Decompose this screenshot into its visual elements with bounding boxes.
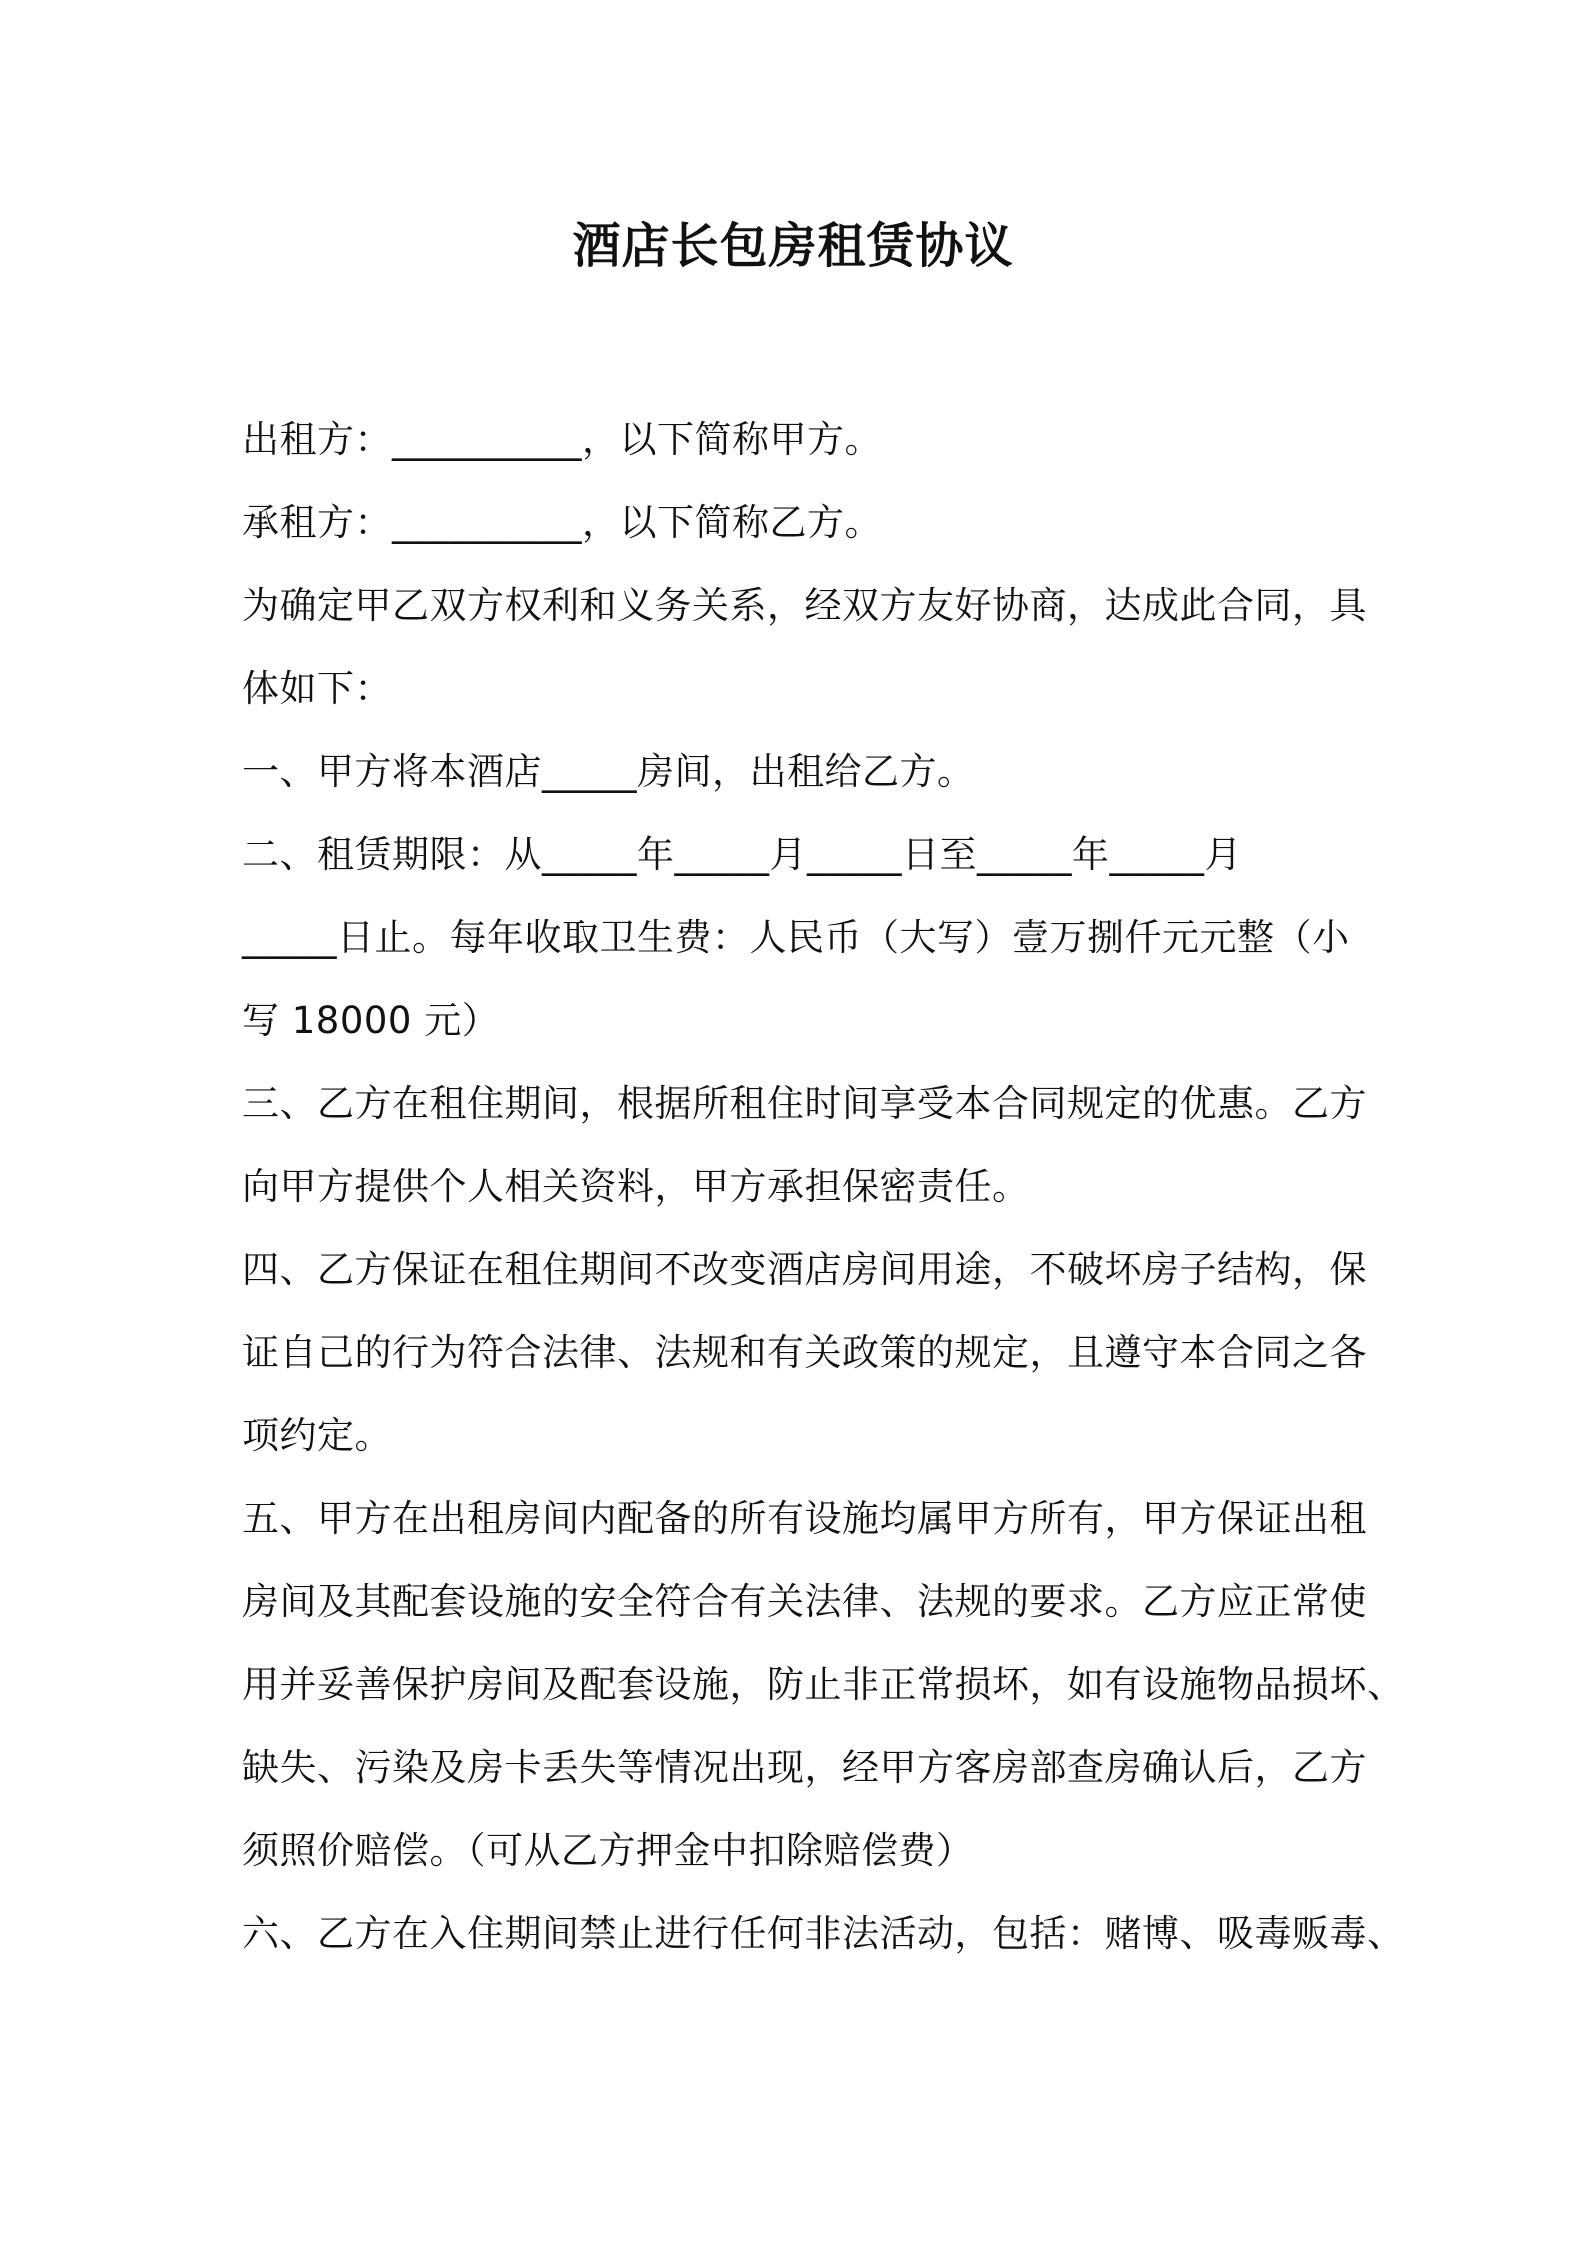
clause-6-line-1: 六、乙方在入住期间禁止进行任何非法活动，包括：赌博、吸毒贩毒、 bbox=[242, 1912, 1405, 1955]
clause-4-line-3: 项约定。 bbox=[242, 1414, 392, 1457]
clause-2-line-1: 二、租赁期限：从_____年_____月_____日至_____年_____月 bbox=[242, 833, 1242, 876]
clause-4-line-1: 四、乙方保证在租住期间不改变酒店房间用途，不破坏房子结构，保 bbox=[242, 1248, 1367, 1291]
clause-3-line-2: 向甲方提供个人相关资料，甲方承担保密责任。 bbox=[242, 1165, 1030, 1208]
lessee-line: 承租方：__________，以下简称乙方。 bbox=[242, 501, 882, 544]
preamble-line-1: 为确定甲乙双方权利和义务关系，经双方友好协商，达成此合同，具 bbox=[242, 584, 1367, 627]
clause-4-line-2: 证自己的行为符合法律、法规和有关政策的规定，且遵守本合同之各 bbox=[242, 1331, 1367, 1374]
lessor-line: 出租方：__________，以下简称甲方。 bbox=[242, 418, 882, 461]
clause-1-line-1: 一、甲方将本酒店_____房间，出租给乙方。 bbox=[242, 750, 975, 793]
clause-5-line-5: 须照价赔偿。（可从乙方押金中扣除赔偿费） bbox=[242, 1829, 974, 1872]
clause-5-line-2: 房间及其配套设施的安全符合有关法律、法规的要求。乙方应正常使 bbox=[242, 1580, 1367, 1623]
clause-5-line-1: 五、甲方在出租房间内配备的所有设施均属甲方所有，甲方保证出租 bbox=[242, 1497, 1367, 1540]
clause-5-line-4: 缺失、污染及房卡丢失等情况出现，经甲方客房部查房确认后，乙方 bbox=[242, 1746, 1367, 1789]
clause-3-line-1: 三、乙方在租住期间，根据所租住时间享受本合同规定的优惠。乙方 bbox=[242, 1082, 1367, 1125]
clause-2-line-3: 写 18000 元） bbox=[242, 999, 500, 1042]
clause-5-line-3: 用并妥善保护房间及配套设施，防止非正常损坏，如有设施物品损坏、 bbox=[242, 1663, 1405, 1706]
document-title: 酒店长包房租赁协议 bbox=[572, 218, 1014, 274]
clause-2-line-2: _____日止。每年收取卫生费：人民币（大写）壹万捌仟元元整（小 bbox=[242, 916, 1350, 959]
preamble-line-2: 体如下： bbox=[242, 667, 392, 710]
